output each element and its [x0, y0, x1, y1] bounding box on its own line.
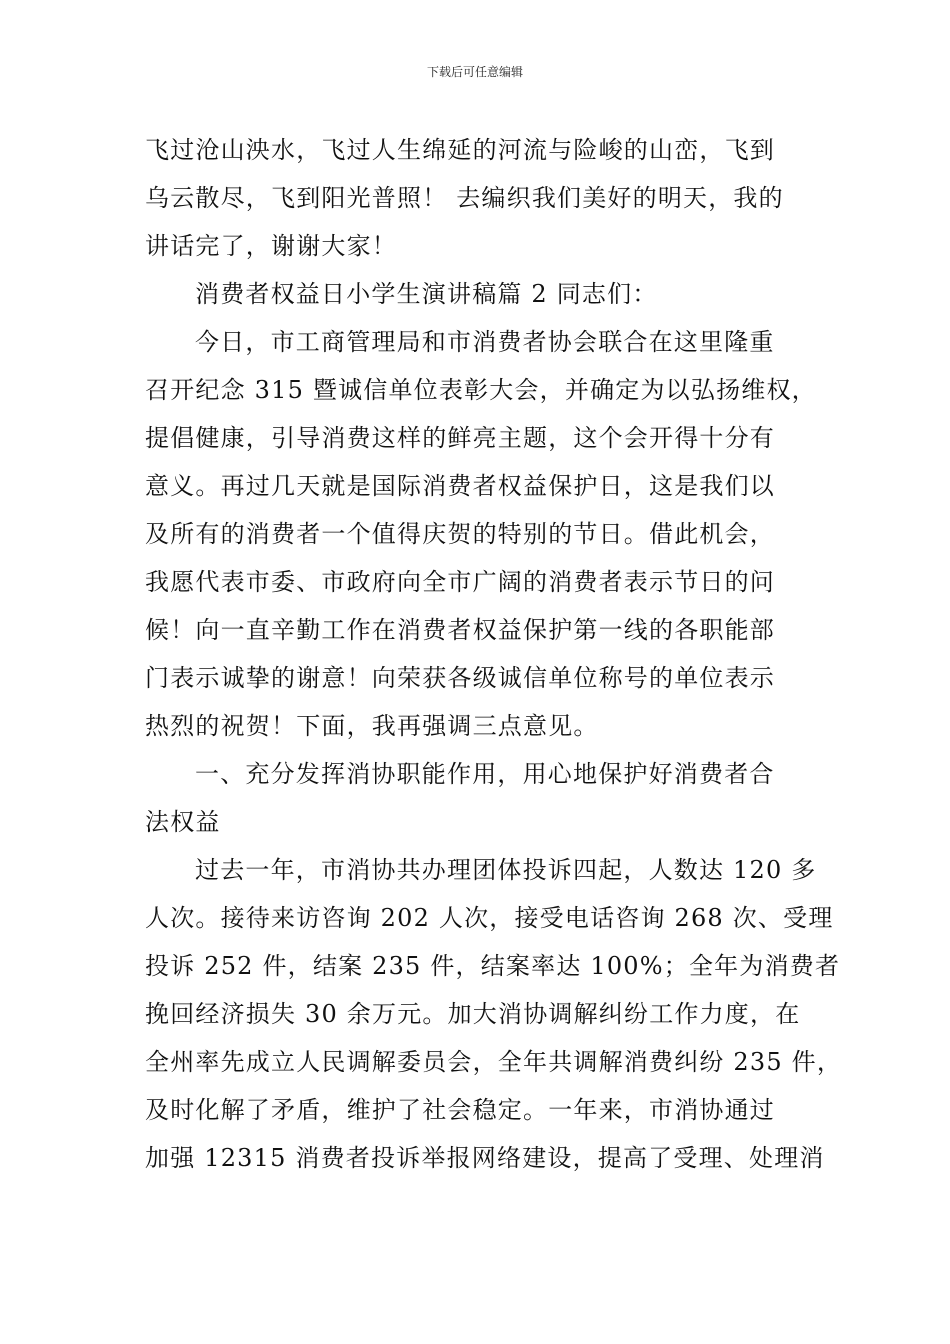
text-line: 及所有的消费者一个值得庆贺的特别的节日。借此机会，: [145, 520, 775, 548]
text-line: 法权益: [145, 808, 221, 836]
text-line: 挽回经济损失 30 余万元。加大消协调解纠纷工作力度，在: [145, 1000, 801, 1028]
text-line: 讲话完了，谢谢大家！: [145, 232, 397, 260]
text-line: 一、充分发挥消协职能作用，用心地保护好消费者合: [195, 760, 775, 788]
text-line: 召开纪念 315 暨诚信单位表彰大会，并确定为以弘扬维权，: [145, 376, 817, 404]
text-line: 候！向一直辛勤工作在消费者权益保护第一线的各职能部: [145, 616, 775, 644]
text-line: 今日，市工商管理局和市消费者协会联合在这里隆重: [195, 328, 775, 356]
text-line: 过去一年，市消协共办理团体投诉四起，人数达 120 多: [195, 856, 817, 884]
text-line: 提倡健康，引导消费这样的鲜亮主题，这个会开得十分有: [145, 424, 775, 452]
text-line: 乌云散尽，飞到阳光普照！ 去编织我们美好的明天，我的: [145, 184, 784, 212]
text-line: 全州率先成立人民调解委员会，全年共调解消费纠纷 235 件，: [145, 1048, 843, 1076]
text-line: 及时化解了矛盾，维护了社会稳定。一年来，市消协通过: [145, 1096, 775, 1124]
text-line: 意义。再过几天就是国际消费者权益保护日，这是我们以: [145, 472, 775, 500]
text-line: 人次。接待来访咨询 202 人次，接受电话咨询 268 次、受理: [145, 904, 834, 932]
text-line: 热烈的祝贺！下面，我再强调三点意见。: [145, 712, 599, 740]
text-line: 我愿代表市委、市政府向全市广阔的消费者表示节日的问: [145, 568, 775, 596]
text-line: 消费者权益日小学生演讲稿篇 2 同志们：: [195, 280, 658, 308]
document-body: [145, 126, 843, 1182]
text-line: 投诉 252 件，结案 235 件，结案率达 100%；全年为消费者: [145, 952, 841, 980]
page-header: 下载后可任意编辑: [426, 65, 523, 79]
text-line: 飞过沧山泱水，飞过人生绵延的河流与险峻的山峦，飞到: [145, 136, 775, 164]
text-line: 门表示诚挚的谢意！向荣获各级诚信单位称号的单位表示: [145, 664, 775, 692]
text-line: 加强 12315 消费者投诉举报网络建设，提高了受理、处理消: [145, 1144, 825, 1172]
